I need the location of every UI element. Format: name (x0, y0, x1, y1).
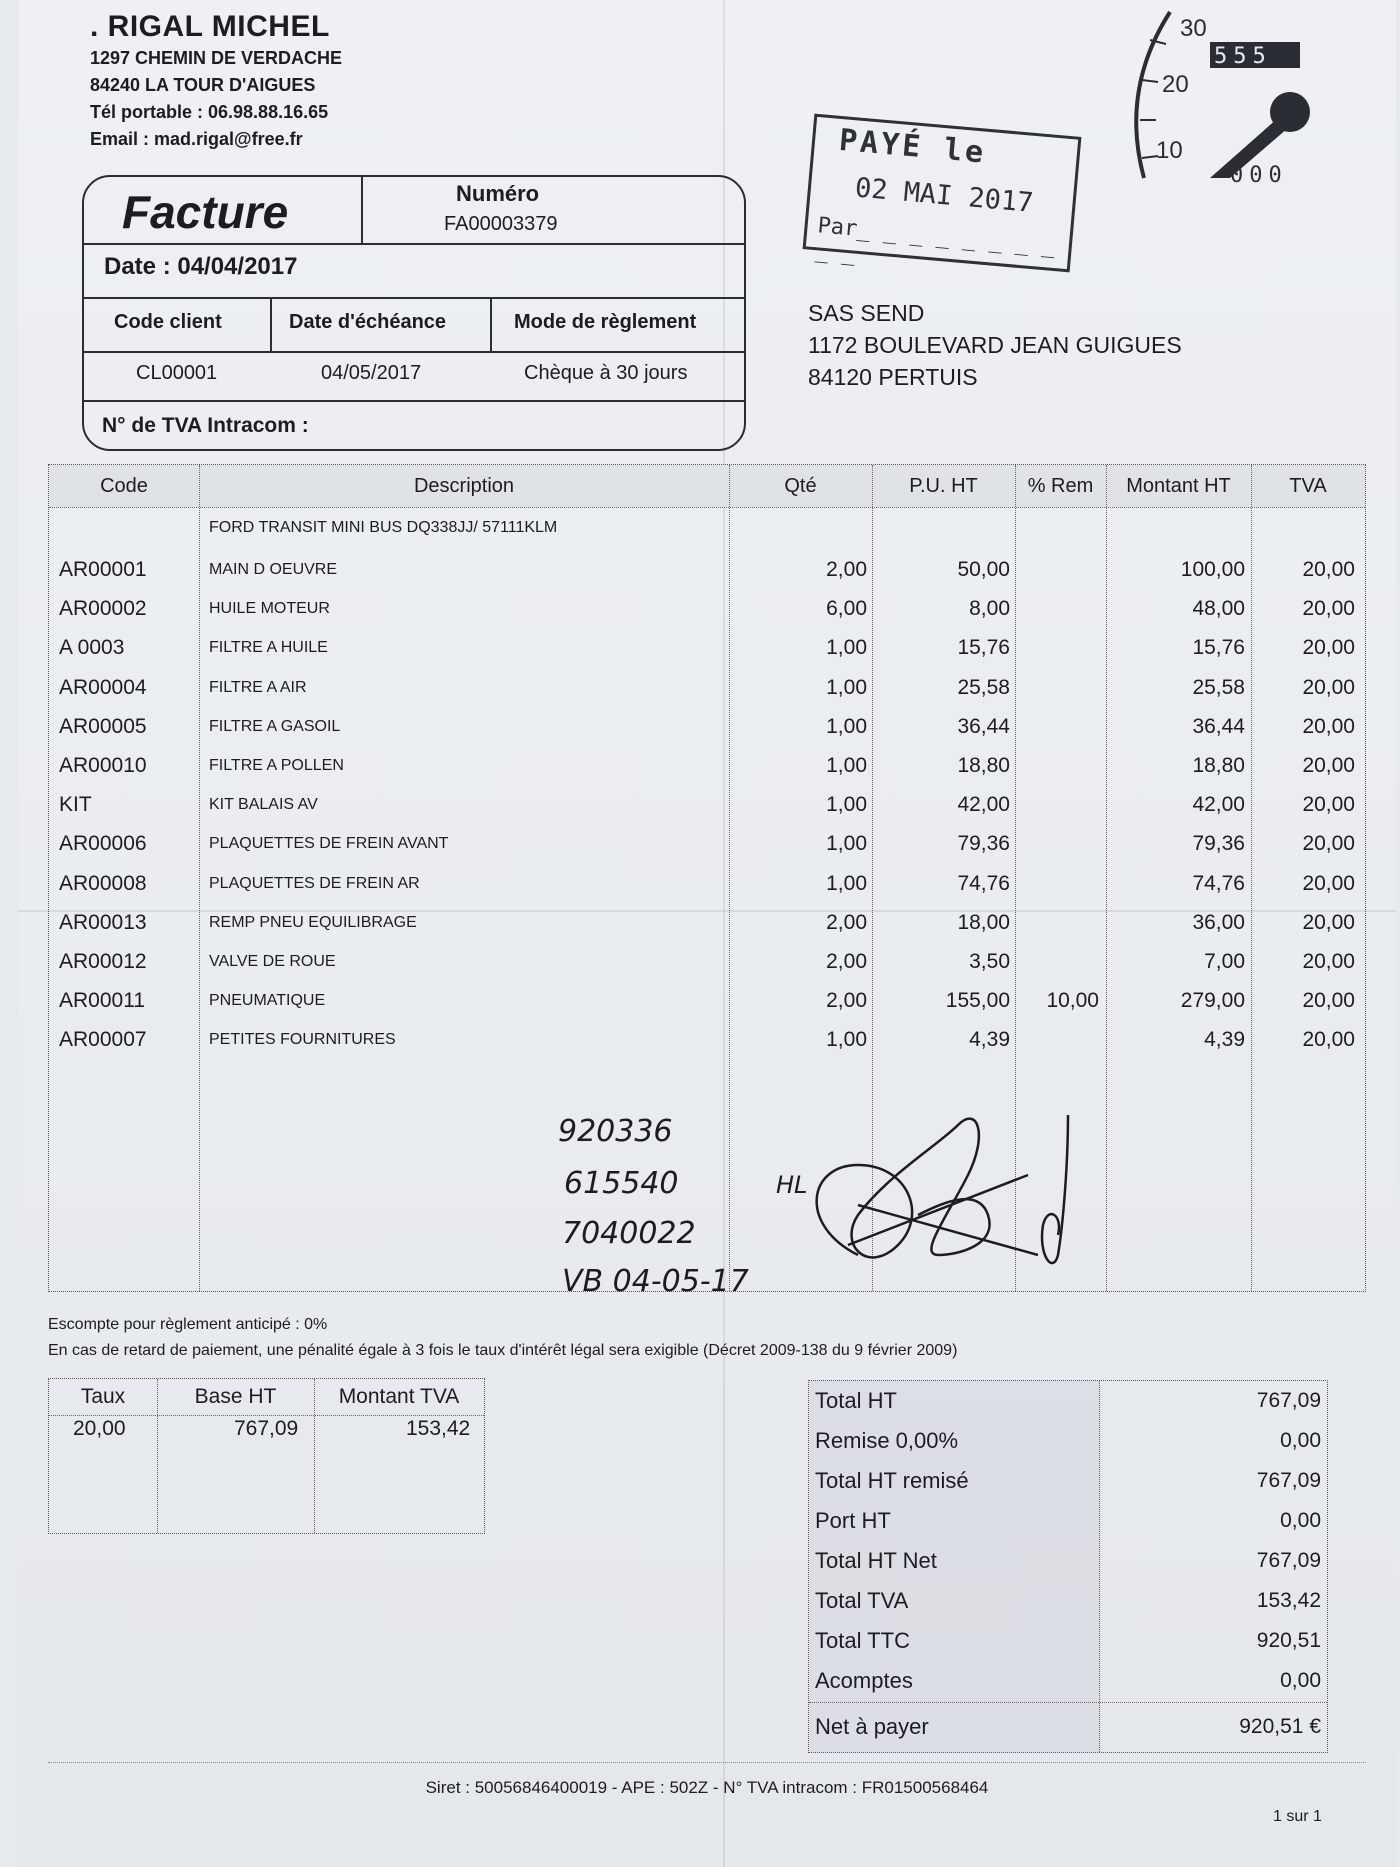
item-unit-price: 4,39 (969, 1028, 1010, 1052)
totals-row (809, 1501, 1327, 1541)
page-number: 1 sur 1 (1273, 1808, 1322, 1825)
item-amount: 79,36 (1192, 832, 1245, 856)
client-code: CL00001 (136, 362, 218, 384)
item-qty: 2,00 (826, 910, 867, 934)
item-vat: 20,00 (1302, 558, 1355, 581)
stamp-by: Par_ _ _ _ _ _ _ _ _ _ (814, 213, 1057, 267)
totals-value: 153,42 (1256, 1589, 1321, 1612)
client-address-1: 1172 BOULEVARD JEAN GUIGUES (808, 332, 1182, 358)
item-qty: 2,00 (826, 950, 867, 973)
client-address-2: 84120 PERTUIS (808, 364, 978, 390)
table-row (49, 865, 1365, 903)
item-qty: 2,00 (826, 989, 867, 1013)
table-row (49, 904, 1365, 942)
totals-row (809, 1461, 1327, 1501)
totals-row (809, 1661, 1327, 1701)
signature-icon (817, 1115, 1068, 1263)
totals-label: Total TTC (815, 1628, 910, 1653)
payment-mode: Chèque à 30 jours (524, 362, 688, 384)
client-name: SAS SEND (808, 300, 925, 326)
item-discount: 10,00 (1046, 989, 1099, 1013)
item-description: PNEUMATIQUE (209, 992, 326, 1010)
totals-value: 767,09 (1256, 1469, 1321, 1492)
item-description: FILTRE A POLLEN (209, 757, 344, 774)
note-ref-2: 615540 (564, 1166, 679, 1201)
totals-value: 767,09 (1256, 1549, 1321, 1572)
item-qty: 1,00 (826, 636, 867, 660)
item-amount: 18,80 (1192, 754, 1245, 777)
item-amount: 4,39 (1204, 1028, 1245, 1052)
item-description: PLAQUETTES DE FREIN AVANT (209, 835, 449, 853)
item-vat: 20,00 (1302, 989, 1355, 1013)
postage-meter-icon (1110, 0, 1320, 185)
table-row (49, 786, 1365, 824)
item-description: PLAQUETTES DE FREIN AR (209, 874, 420, 892)
due-date-header: Date d'échéance (289, 311, 447, 333)
seller-email: Email : mad.rigal@free.fr (90, 129, 303, 149)
item-description: FILTRE A HUILE (209, 639, 328, 657)
item-qty: 2,00 (826, 558, 867, 581)
totals-value: 0,00 (1280, 1429, 1321, 1452)
item-code: AR00004 (59, 675, 147, 699)
item-qty: 1,00 (826, 793, 867, 817)
table-row (49, 825, 1365, 863)
totals-label: Total HT Net (815, 1548, 937, 1573)
item-amount: 25,58 (1192, 675, 1245, 699)
totals-label: Total HT remisé (815, 1468, 969, 1493)
item-code: AR00013 (59, 910, 147, 934)
item-unit-price: 18,00 (957, 910, 1010, 934)
vat-header-rate: Taux (80, 1385, 126, 1408)
invoice-number: FA00003379 (444, 213, 558, 235)
item-vat: 20,00 (1302, 636, 1355, 660)
invoice-page (18, 0, 1396, 1867)
due-date: 04/05/2017 (321, 362, 422, 384)
totals-row (809, 1541, 1327, 1581)
item-description: REMP PNEU EQUILIBRAGE (209, 913, 417, 931)
vat-base: 767,09 (234, 1417, 299, 1440)
totals-row (809, 1621, 1327, 1661)
item-code: AR00012 (59, 950, 147, 973)
note-initials: HL (776, 1171, 808, 1199)
invoice-title: Facture (122, 186, 289, 238)
item-unit-price: 25,58 (957, 675, 1010, 699)
payment-mode-header: Mode de règlement (514, 311, 697, 333)
vat-header-base: Base HT (194, 1385, 277, 1408)
item-vat: 20,00 (1302, 950, 1355, 973)
stamp-paid-label: PAYÉ le (837, 122, 988, 171)
meter-tick-30: 30 (1180, 15, 1207, 42)
totals-value: 0,00 (1280, 1509, 1321, 1532)
handwritten-notes (558, 1105, 1318, 1300)
item-description: VALVE DE ROUE (209, 953, 336, 970)
item-description: FILTRE A AIR (209, 678, 307, 696)
item-vat: 20,00 (1302, 754, 1355, 777)
item-vat: 20,00 (1302, 597, 1355, 621)
paid-stamp (803, 114, 1082, 273)
item-unit-price: 79,36 (957, 832, 1010, 856)
item-description: PETITES FOURNITURES (209, 1031, 396, 1049)
totals-label: Net à payer (815, 1714, 929, 1739)
vehicle-row (49, 509, 1365, 547)
item-amount: 48,00 (1192, 597, 1245, 621)
totals-table (808, 1380, 1328, 1753)
item-unit-price: 155,00 (945, 989, 1010, 1013)
meter-tick-20: 20 (1162, 71, 1189, 98)
client-code-header: Code client (114, 311, 222, 333)
item-qty: 1,00 (826, 832, 867, 856)
col-header-qty: Qté (729, 465, 872, 507)
col-header-vat: TVA (1251, 465, 1365, 507)
item-amount: 100,00 (1180, 558, 1245, 581)
item-code: KIT (59, 793, 92, 817)
totals-value: 767,09 (1256, 1389, 1321, 1412)
table-row (49, 747, 1365, 785)
totals-label: Total HT (815, 1388, 897, 1413)
item-amount: 7,00 (1204, 950, 1245, 973)
item-code: AR00006 (59, 832, 147, 856)
item-qty: 6,00 (826, 597, 867, 621)
totals-value: 920,51 € (1239, 1715, 1321, 1738)
item-vat: 20,00 (1302, 714, 1355, 738)
item-amount: 74,76 (1192, 871, 1245, 895)
totals-label: Total TVA (815, 1588, 909, 1613)
col-header-code: Code (49, 465, 199, 507)
invoice-header-box (82, 175, 746, 451)
note-validation: VB 04-05-17 (562, 1264, 749, 1299)
item-qty: 1,00 (826, 871, 867, 895)
totals-label: Remise 0,00% (815, 1428, 959, 1453)
item-code: AR00002 (59, 597, 147, 621)
table-row (49, 551, 1365, 589)
item-unit-price: 3,50 (969, 950, 1010, 973)
totals-label: Acomptes (815, 1668, 913, 1693)
table-row (49, 708, 1365, 746)
invoice-date: Date : 04/04/2017 (104, 253, 298, 280)
totals-label: Port HT (815, 1508, 891, 1533)
col-header-discount: % Rem (1015, 465, 1106, 507)
item-vat: 20,00 (1302, 910, 1355, 934)
table-row (49, 1021, 1365, 1059)
item-vat: 20,00 (1302, 793, 1355, 817)
vehicle-description: FORD TRANSIT MINI BUS DQ338JJ/ 57111KLM (209, 519, 558, 536)
item-unit-price: 42,00 (957, 793, 1010, 817)
totals-row (809, 1421, 1327, 1461)
seller-address-2: 84240 LA TOUR D'AIGUES (90, 75, 316, 95)
col-header-unit-price: P.U. HT (872, 465, 1015, 507)
item-qty: 1,00 (826, 714, 867, 738)
totals-row (809, 1381, 1327, 1421)
footer-divider (48, 1762, 1366, 1763)
item-qty: 1,00 (826, 1028, 867, 1052)
item-description: MAIN D OEUVRE (209, 561, 338, 578)
item-amount: 42,00 (1192, 793, 1245, 817)
item-code: AR00011 (59, 989, 146, 1013)
table-row (49, 943, 1365, 981)
item-code: AR00005 (59, 714, 147, 738)
table-row (49, 590, 1365, 628)
item-description: KIT BALAIS AV (209, 796, 318, 814)
item-unit-price: 36,44 (957, 714, 1010, 738)
item-unit-price: 50,00 (957, 558, 1010, 581)
item-code: A 0003 (59, 636, 125, 660)
item-unit-price: 74,76 (957, 871, 1010, 895)
meter-digits-bottom: 000 (1230, 163, 1288, 185)
meter-digits-top: 555 (1214, 44, 1272, 69)
table-row (49, 629, 1365, 667)
item-description: FILTRE A GASOIL (209, 717, 341, 735)
seller-name: . RIGAL MICHEL (90, 10, 330, 43)
invoice-number-label: Numéro (456, 181, 540, 206)
legal-footer: Siret : 50056846400019 - APE : 502Z - N° TVA intracom : FR01500568464 (425, 1778, 989, 1797)
seller-phone: Tél portable : 06.98.88.16.65 (90, 102, 329, 122)
stamp-date: 02 MAI 2017 (853, 172, 1035, 219)
item-vat: 20,00 (1302, 871, 1355, 895)
totals-value: 920,51 (1256, 1629, 1321, 1652)
vat-intracom-label: N° de TVA Intracom : (102, 414, 309, 437)
item-vat: 20,00 (1302, 832, 1355, 856)
item-unit-price: 18,80 (957, 754, 1010, 777)
item-code: AR00010 (59, 754, 147, 777)
col-header-amount: Montant HT (1106, 465, 1251, 507)
vat-summary-table (48, 1378, 485, 1534)
item-code: AR00007 (59, 1028, 147, 1052)
item-qty: 1,00 (826, 754, 867, 777)
totals-value: 0,00 (1280, 1669, 1321, 1692)
col-header-description: Description (199, 465, 729, 507)
item-vat: 20,00 (1302, 1028, 1355, 1052)
vat-amount: 153,42 (406, 1417, 471, 1440)
vat-rate: 20,00 (73, 1417, 126, 1440)
late-penalty-terms: En cas de retard de paiement, une pénalité égale à 3 fois le taux d'intérêt légal sera exigible (Décret 2009-138 du 9 février 2009) (48, 1342, 958, 1359)
note-ref-1: 920336 (558, 1114, 673, 1149)
item-amount: 36,00 (1192, 910, 1245, 934)
totals-row (809, 1581, 1327, 1621)
item-description: HUILE MOTEUR (209, 600, 330, 618)
table-row (49, 982, 1365, 1020)
item-code: AR00008 (59, 871, 147, 895)
item-code: AR00001 (59, 558, 147, 581)
note-ref-3: 7040022 (562, 1216, 696, 1251)
item-amount: 279,00 (1180, 989, 1245, 1013)
item-unit-price: 8,00 (969, 597, 1010, 621)
totals-row (809, 1707, 1327, 1747)
item-amount: 15,76 (1192, 636, 1245, 660)
vat-header-amount: Montant TVA (338, 1385, 460, 1408)
item-amount: 36,44 (1192, 714, 1245, 738)
table-row (49, 669, 1365, 707)
item-unit-price: 15,76 (957, 636, 1010, 660)
item-vat: 20,00 (1302, 675, 1355, 699)
item-qty: 1,00 (826, 675, 867, 699)
seller-address-1: 1297 CHEMIN DE VERDACHE (90, 48, 343, 68)
meter-tick-10: 10 (1156, 137, 1183, 164)
discount-terms: Escompte pour règlement anticipé : 0% (48, 1316, 328, 1333)
